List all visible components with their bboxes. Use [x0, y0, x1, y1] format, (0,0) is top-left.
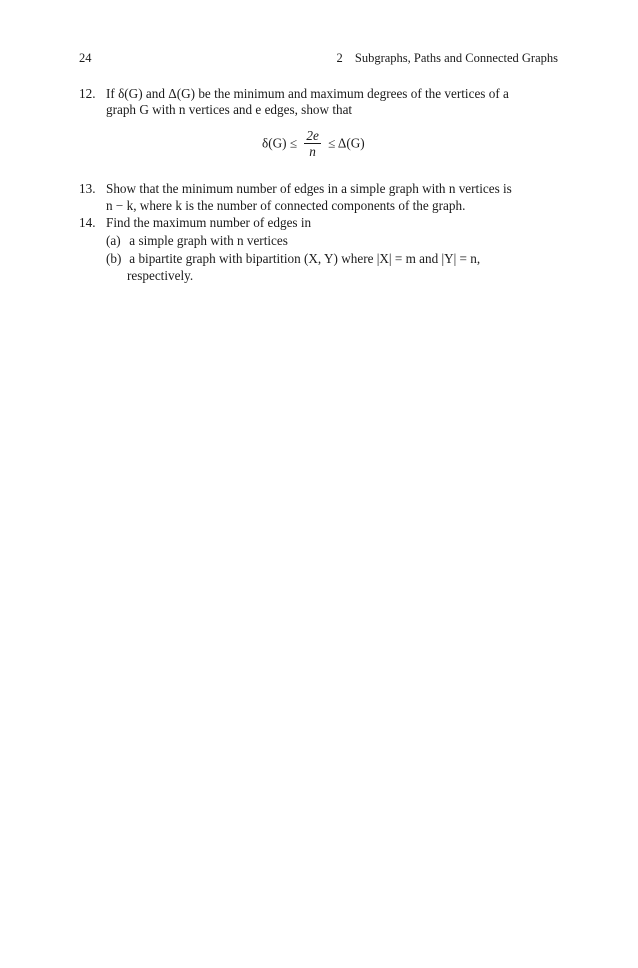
- exercise-12-line-2: graph G with n vertices and e edges, show that: [106, 102, 353, 117]
- exercise-13-line-2: n − k, where k is the number of connected components of the graph.: [106, 198, 466, 213]
- part-b-label: (b): [106, 251, 122, 266]
- exercise-14-part-b: [106, 251, 480, 267]
- degree-inequality-equation: [262, 128, 365, 162]
- part-b-text: a bipartite graph with bipartition (X, Y) where |X| = m and |Y| = n,: [129, 251, 481, 266]
- exercise-14-line-1: Find the maximum number of edges in: [106, 215, 312, 230]
- exercise-13-line-1: Show that the minimum number of edges in a simple graph with n vertices is: [106, 181, 512, 196]
- exercise-number-13: 13.: [79, 181, 96, 196]
- exercise-number-14: 14.: [79, 215, 96, 230]
- equation-right: ≤ Δ(G): [328, 135, 365, 151]
- chapter-number: 2: [336, 51, 343, 65]
- chapter-title: Subgraphs, Paths and Connected Graphs: [354, 51, 558, 65]
- equation-left: δ(G) ≤: [262, 135, 298, 151]
- exercise-number-12: 12.: [79, 86, 96, 101]
- part-a-text: a simple graph with n vertices: [129, 233, 288, 248]
- fraction-denominator: n: [309, 144, 316, 159]
- exercise-14-part-a: [106, 233, 288, 249]
- equation-fraction: [304, 128, 320, 159]
- fraction-numerator: 2e: [306, 128, 319, 143]
- part-a-label: (a): [106, 233, 121, 248]
- page-number: 24: [79, 51, 92, 65]
- exercise-12-line-1: If δ(G) and Δ(G) be the minimum and maximum degrees of the vertices of a: [106, 86, 509, 101]
- running-head: [337, 51, 558, 66]
- exercise-14-part-b-continuation: respectively.: [127, 268, 194, 283]
